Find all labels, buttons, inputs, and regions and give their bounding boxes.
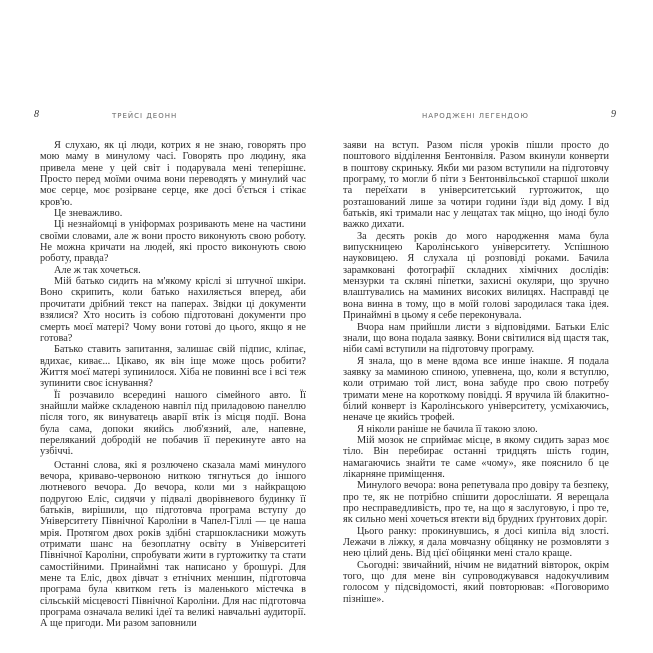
paragraph: Останні слова, які я розлючено сказала мамі минулого вечора, криваво-червоною ниткою тягнуться до іншого лютневого вечора. До вечора, коли ми з найкращою подругою Еліс, сидячи у підвалі дворівневого будинку її батьків, вирішили, що підготовча програма вступу до Університету Північної Кароліни в Чапел-Гіллі — це наша мрія. Протягом двох років здібні старшокласники можуть отримати шанс на безоплатну освіту в Університеті Північної Кароліни, спробувати жити в гуртожитку та стати самостійними. Принаймні так написано у брошурі. Для мене та Еліс, двох дівчат з етнічних меншин, підготовча програма була квитком геть із маленького містечка в сільській місцевості Північної Кароліни. Для нас підготовча програма означала великі ідеї та великі навчальні аудиторії. А ще пригоди. Ми разом заповнили	[40, 459, 306, 630]
body-text	[343, 140, 609, 605]
paragraph: Батько ставить запитання, залишає свій підпис, кліпає, вдихає, киває... Цікаво, як він іще може щось робити? Життя моєї матері зупинилося. Хіба не повинні все і всі теж зупинити своє існування?	[40, 344, 306, 390]
paragraph: Вчора нам прийшли листи з відповідями. Батьки Еліс знали, що вона подала заявку. Вони світилися від щастя так, ніби самі вступили на підготовчу програму.	[343, 321, 609, 356]
page-number: 8	[34, 109, 39, 120]
body-text	[40, 140, 306, 630]
paragraph: Я слухаю, як ці люди, котрих я не знаю, говорять про мою маму в минулому часі. Говорять про людину, яка привела мене у цей світ і подарувала мені теперішнє. Просто перед моїми очима вони переводять у минулий час моє серце, моє розірване серце, яке досі б'ється і стікає кров'ю.	[40, 140, 306, 208]
paragraph: Але ж так хочеться.	[54, 264, 141, 276]
paragraph: Це зневажливо.	[54, 208, 123, 220]
paragraph: Минулого вечора: вона репетувала про довіру та безпеку, про те, як не потрібно спішити дорослішати. Я верещала про несправедливість, про те, на що я заслуговую, і про те, як сильно мені хочеться втекти від брудних ґрунтових доріг.	[343, 480, 609, 526]
paragraph: За десять років до мого народження мама була випускницею Каролінського університету. Успішною науковицею. Я слухала ці розповіді роками. Бачила зарамковані фотографії складних хімічних дослідів: мензурки та скляні піпетки, захисні окуляри, що зручно влаштувались на маминих високих вилицях. Насправді це вона винна в тому, що в моїй голові зародилася така ідея. Принаймні в цьому я себе переконувала.	[343, 230, 609, 322]
paragraph: заяви на вступ. Разом після уроків пішли просто до поштового відділення Бентонвіля. Разом вкинули конверти в поштову скриньку. Якби ми разом вступили на підготовчу програму, то могли б піти з Бентонвільської старшої школи та переїхати в університетський гуртожиток, що розташований лише за чотири години їзди від дому. І від батьків, які тримали нас у лещатах так міцно, що іноді було важко дихати.	[343, 140, 609, 231]
right-page	[326, 0, 653, 653]
paragraph: Сьогодні: звичайний, нічим не видатний вівторок, окрім того, що для мене він супроводжувався надокучливим голосом у підсвідомості, який повторював: «Поговоримо пізніше».	[343, 559, 609, 605]
running-head-author: ТРЕЙСІ ДЕОНН	[112, 112, 178, 120]
page-number: 9	[611, 109, 616, 120]
paragraph: Мій батько сидить на м'якому кріслі зі штучної шкіри. Воно скрипить, коли батько нахиляється вперед, аби прочитати дрібний текст на паперах. Звідки ці документи взялися? Хто носить із собою підготовані документи про смерть моєї матері? Чому вони готові до цього, якщо я не готова?	[40, 276, 306, 344]
paragraph: Її розчавило всередині нашого сімейного авто. Її знайшли майже складеною навпіл під приладовою панеллю після того, як винуватець аварії втік із місця події. Вона була сама, допоки якийсь люб'язний, але, напевне, переляканий добродій не побачив її перекинуте авто на узбіччі.	[40, 389, 306, 458]
paragraph: Я знала, що в мене вдома все инше інакше. Я подала заявку за маминою спиною, упевнена, що, коли я вступлю, коли отримаю той лист, вона забуде про свою потребу тримати мене на короткому повідці. Я вручила їй блакитно-білий конверт із Каролінського університету, усміхаючись, неначе це якийсь трофей.	[343, 355, 609, 424]
paragraph: Цього ранку: прокинувшись, я досі кипіла від злості. Лежачи в ліжку, я дала мовчазну обіцянку не розмовляти з нею цілий день. Від цієї обіцянки мені стало краще.	[343, 525, 609, 560]
left-page	[0, 0, 326, 653]
paragraph: Я ніколи раніше не бачила її такою злою.	[357, 423, 538, 435]
paragraph: Ці незнайомці в уніформах розривають мене на частини своїми словами, але ж вони просто виконують свою роботу. Не можна кричати на людей, які просто виконують свою роботу, правда?	[40, 219, 306, 265]
running-head-title: НАРОДЖЕНІ ЛЕГЕНДОЮ	[422, 112, 529, 120]
paragraph: Мій мозок не сприймає місце, в якому сидить зараз моє тіло. Він перебирає останні тридцять шість годин, намагаючись знайти те саме «чому», яке пояснило б це лікарняне приміщення.	[343, 434, 609, 480]
